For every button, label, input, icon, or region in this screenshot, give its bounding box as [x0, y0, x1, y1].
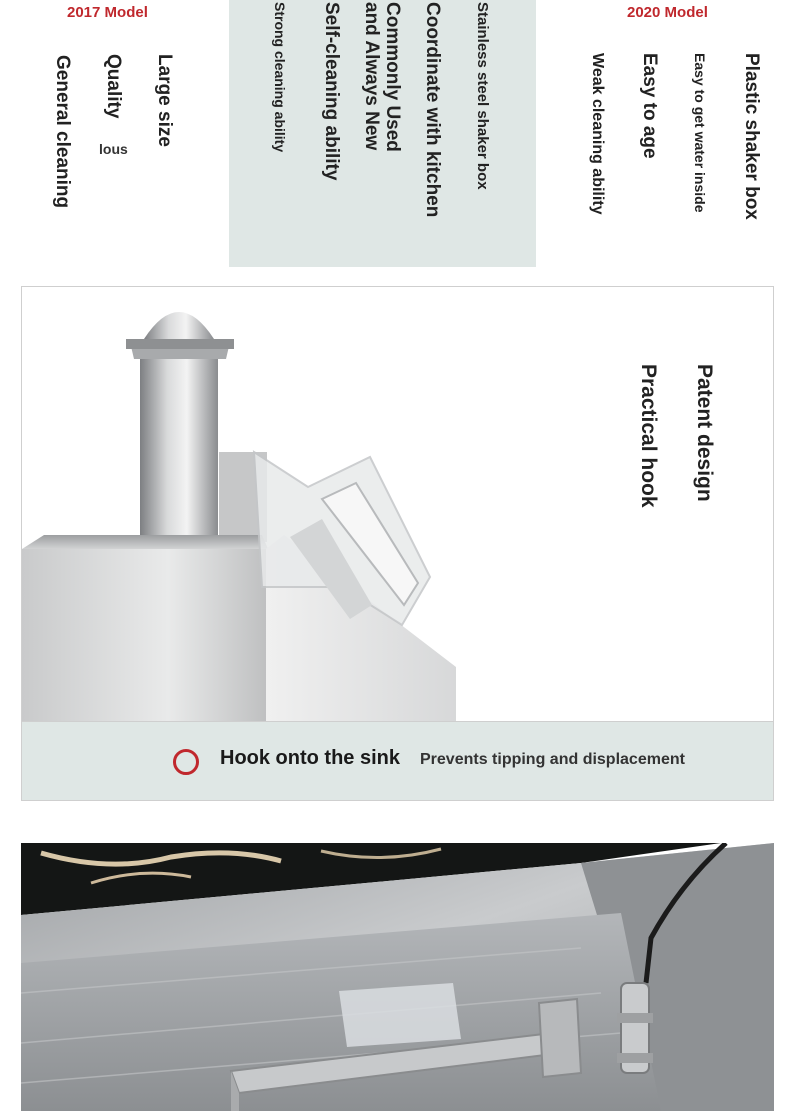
center-feature-strong-cleaning: Strong cleaning ability — [272, 2, 288, 153]
center-feature-coordinate: Coordinate with kitchen — [422, 2, 443, 218]
dispenser-hook-image — [22, 287, 482, 721]
left-feature-general-cleaning: General cleaning — [52, 55, 73, 209]
right-feature-weak-cleaning: Weak cleaning ability — [589, 53, 606, 215]
center-feature-always-new: and Always New — [361, 2, 382, 151]
center-feature-commonly-used: Commonly Used — [382, 2, 403, 152]
right-feature-easy-to-age: Easy to age — [639, 53, 660, 159]
headline-patent-design: Patent design — [693, 364, 716, 502]
center-feature-shaker-box: Stainless steel shaker box — [474, 2, 491, 190]
hook-caption-bar — [22, 721, 773, 800]
caption-sub: Prevents tipping and displacement — [420, 751, 685, 768]
caption-main: Hook onto the sink — [220, 747, 400, 769]
model-comparison — [0, 0, 790, 268]
left-model-label: 2017 Model — [67, 4, 148, 21]
left-feature-large-size: Large size — [154, 54, 175, 147]
left-feature-quality: Quality — [103, 54, 124, 119]
center-feature-self-cleaning: Self-cleaning ability — [321, 2, 342, 181]
left-feature-fragment: lous — [99, 141, 128, 157]
headline-practical-hook: Practical hook — [637, 364, 660, 508]
hook-feature-card — [21, 286, 774, 801]
sink-installation-photo — [21, 843, 774, 1111]
circle-bullet-icon — [173, 749, 199, 775]
right-model-label: 2020 Model — [627, 4, 708, 21]
right-feature-water-inside: Easy to get water inside — [692, 53, 708, 213]
right-feature-plastic-box: Plastic shaker box — [741, 53, 762, 220]
